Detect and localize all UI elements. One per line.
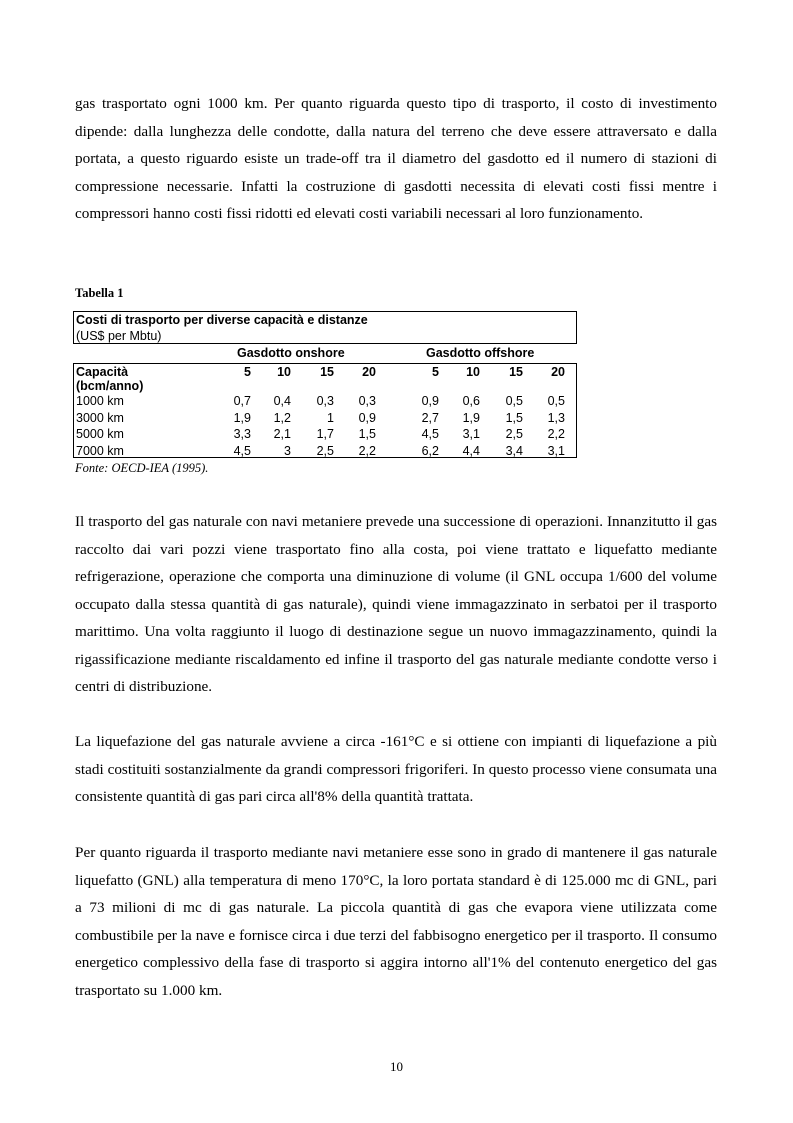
page-number: 10: [390, 1059, 403, 1074]
table-data-box: [73, 363, 577, 458]
table-cell: 0,7: [233, 394, 251, 408]
table-cell: 3,1: [462, 427, 480, 441]
table-cell: 2,7: [421, 410, 439, 425]
table-row: [74, 393, 576, 410]
capacity-header: 10: [466, 365, 480, 379]
table-title-box: [73, 311, 577, 344]
table-cell: 0,4: [273, 394, 291, 408]
table-cell: 3,1: [547, 443, 565, 458]
table-cell: 1,7: [316, 427, 334, 441]
table-cell: 1,2: [273, 410, 291, 425]
table-cell: 0,3: [358, 394, 376, 408]
distance-label: 5000 km: [76, 427, 124, 441]
table-cell: 2,2: [547, 427, 565, 441]
table-cell: 6,2: [421, 443, 439, 458]
table-row: [74, 426, 576, 443]
table-cell: 4,4: [462, 443, 480, 458]
paragraph-liquefaction: La liquefazione del gas naturale avviene a circa -161°C e si ottiene con impianti di liquefazione a più stadi costituiti sostanzialmente da grandi compressori frigoriferi. In questo processo viene consumata una consistente quantità di gas pari circa all'8% della quantità trattata.: [75, 733, 717, 805]
table-cell: 1,5: [505, 410, 523, 425]
distance-label: 3000 km: [76, 410, 124, 425]
table-cell: 1,3: [547, 410, 565, 425]
paragraph-lng-ships: Per quanto riguarda il trasporto mediante navi metaniere esse sono in grado di mantenere il gas naturale liquefatto (GNL) alla temperatura di meno 170°C, la loro portata standard è di 125.000 mc di GNL, pari a 73 milioni di mc di gas naturale. La piccola quantità di gas che evapora viene utilizzata come combustibile per la nave e fornisce circa i due terzi del fabbisogno energetico per il trasporto. Il consumo energetico complessivo della fase di trasporto si aggira intorno all'1% del contenuto energetico del gas trasportato su 1.000 km.: [75, 844, 717, 999]
capacity-header: 15: [320, 365, 334, 379]
table-cell: 0,5: [505, 394, 523, 408]
table-cell: 3,3: [233, 427, 251, 441]
table-cell: 2,1: [273, 427, 291, 441]
capacity-header: 10: [277, 365, 291, 379]
table-cell: 3: [284, 443, 291, 458]
table-cell: 1,5: [358, 427, 376, 441]
capacity-header: 20: [551, 365, 565, 379]
table-cell: 2,5: [505, 427, 523, 441]
capacity-header: 5: [244, 365, 251, 379]
table-source: Fonte: OECD-IEA (1995).: [75, 461, 209, 475]
table-cell: 2,2: [358, 443, 376, 458]
capacity-header: 20: [362, 365, 376, 379]
table-row: [74, 410, 576, 427]
table-title: Costi di trasporto per diverse capacità e distanze: [76, 313, 368, 327]
distance-label: 7000 km: [76, 443, 124, 458]
table-cell: 2,5: [316, 443, 334, 458]
paragraph-intro: gas trasportato ogni 1000 km. Per quanto riguarda questo tipo di trasporto, il costo di investimento dipende: dalla lunghezza delle condotte, dalla natura del terreno che deve essere attraversato e dalla portata, a questo riguardo esiste un trade-off tra il diametro del gasdotto ed il numero di stazioni di compressione necessarie. Infatti la costruzione di gasdotti necessita di elevati costi fissi mentre i compressori hanno costi fissi ridotti ed elevati costi variabili necessari al loro funzionamento.: [75, 95, 717, 222]
table-cell: 4,5: [233, 443, 251, 458]
table-cell: 1: [327, 410, 334, 425]
table-row: [74, 443, 576, 460]
table-cell: 4,5: [421, 427, 439, 441]
paragraph-lng-transport: Il trasporto del gas naturale con navi metaniere prevede una successione di operazioni. Innanzitutto il gas raccolto dai vari pozzi viene trasportato fino alla costa, poi viene trattato e liquefatto mediante refrigerazione, operazione che comporta una diminuzione di volume (il GNL occupa 1/600 del volume occupato dalla stessa quantità di gas naturale), quindi viene immagazzinato in serbatoi per il trasporto marittimo. Una volta raggiunto il luogo di destinazione segue un nuovo immagazzinamento, quindi la rigassificazione mediante riscaldamento ed infine il trasporto del gas naturale mediante condotte verso i centri di distribuzione.: [75, 513, 717, 695]
table-unit: (US$ per Mbtu): [76, 329, 162, 343]
table-cell: 3,4: [505, 443, 523, 458]
capacity-header: 5: [432, 365, 439, 379]
table-caption: Tabella 1: [75, 286, 124, 300]
distance-label: 1000 km: [76, 394, 124, 408]
capacity-label-line1: Capacità: [76, 365, 129, 379]
table-cell: 0,9: [421, 394, 439, 408]
transport-cost-table: [73, 311, 577, 458]
table-group-header: [73, 344, 577, 363]
table-cell: 0,6: [462, 394, 480, 408]
capacity-header: 15: [509, 365, 523, 379]
capacity-label-line2: (bcm/anno): [76, 379, 144, 393]
capacity-label: [76, 365, 143, 393]
table-cell: 0,9: [358, 410, 376, 425]
group-offshore: Gasdotto offshore: [426, 346, 535, 360]
table-cell: 0,3: [316, 394, 334, 408]
table-cell: 1,9: [462, 410, 480, 425]
table-header-row: [74, 364, 576, 393]
group-onshore: Gasdotto onshore: [237, 346, 345, 360]
table-cell: 1,9: [233, 410, 251, 425]
table-cell: 0,5: [547, 394, 565, 408]
